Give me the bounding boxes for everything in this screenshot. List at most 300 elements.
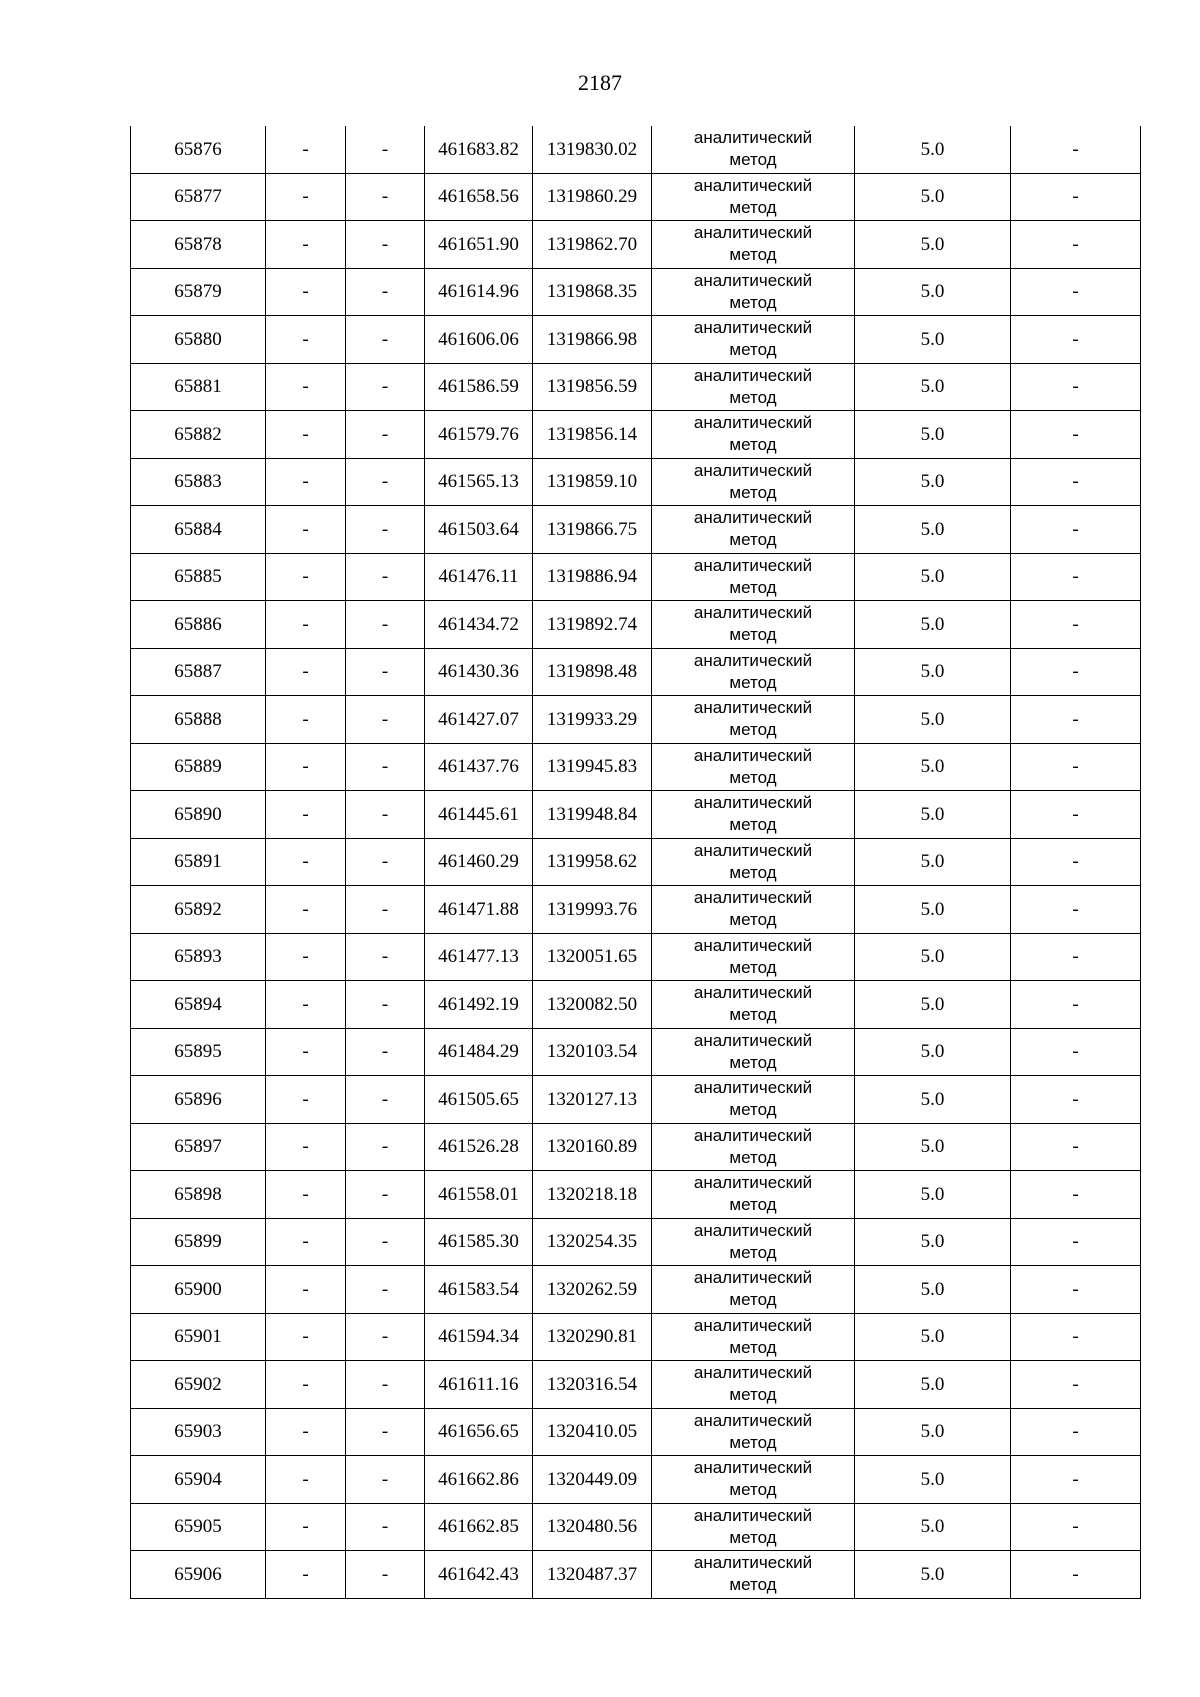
dash-cell: - bbox=[266, 933, 346, 981]
table-row bbox=[131, 696, 1141, 744]
accuracy-cell: 5.0 bbox=[855, 981, 1011, 1029]
accuracy-cell: 5.0 bbox=[855, 1408, 1011, 1456]
dash-cell: - bbox=[266, 648, 346, 696]
dash-cell: - bbox=[346, 1456, 425, 1504]
x-coordinate-cell: 461558.01 bbox=[425, 1171, 533, 1219]
point-number-cell: 65904 bbox=[131, 1456, 266, 1504]
dash-cell: - bbox=[266, 173, 346, 221]
point-number-cell: 65882 bbox=[131, 411, 266, 459]
x-coordinate-cell: 461614.96 bbox=[425, 268, 533, 316]
method-line-1: аналитический bbox=[693, 983, 813, 1003]
dash-cell: - bbox=[346, 648, 425, 696]
dash-cell: - bbox=[266, 1076, 346, 1124]
y-coordinate-cell: 1320290.81 bbox=[533, 1313, 652, 1361]
method-line-1: аналитический bbox=[693, 460, 813, 480]
method-line-2: метод bbox=[729, 1480, 777, 1500]
table-row bbox=[131, 221, 1141, 269]
method-cell bbox=[652, 648, 855, 696]
method-line-2: метод bbox=[729, 435, 777, 455]
dash-cell: - bbox=[266, 126, 346, 173]
dash-cell: - bbox=[266, 1028, 346, 1076]
x-coordinate-cell: 461656.65 bbox=[425, 1408, 533, 1456]
x-coordinate-cell: 461471.88 bbox=[425, 886, 533, 934]
dash-cell: - bbox=[346, 1551, 425, 1599]
dash-cell: - bbox=[1011, 1123, 1141, 1171]
method-line-2: метод bbox=[729, 1242, 777, 1262]
accuracy-cell: 5.0 bbox=[855, 696, 1011, 744]
accuracy-cell: 5.0 bbox=[855, 458, 1011, 506]
point-number-cell: 65885 bbox=[131, 553, 266, 601]
point-number-cell: 65890 bbox=[131, 791, 266, 839]
table-row bbox=[131, 1456, 1141, 1504]
accuracy-cell: 5.0 bbox=[855, 1076, 1011, 1124]
dash-cell: - bbox=[346, 933, 425, 981]
accuracy-cell: 5.0 bbox=[855, 838, 1011, 886]
y-coordinate-cell: 1319886.94 bbox=[533, 553, 652, 601]
method-line-1: аналитический bbox=[693, 603, 813, 623]
y-coordinate-cell: 1319862.70 bbox=[533, 221, 652, 269]
method-cell bbox=[652, 1218, 855, 1266]
point-number-cell: 65903 bbox=[131, 1408, 266, 1456]
table-row bbox=[131, 1171, 1141, 1219]
dash-cell: - bbox=[1011, 126, 1141, 173]
dash-cell: - bbox=[1011, 1313, 1141, 1361]
dash-cell: - bbox=[266, 506, 346, 554]
accuracy-cell: 5.0 bbox=[855, 1313, 1011, 1361]
method-line-2: метод bbox=[729, 387, 777, 407]
method-line-2: метод bbox=[729, 720, 777, 740]
method-line-2: метод bbox=[729, 1005, 777, 1025]
dash-cell: - bbox=[1011, 696, 1141, 744]
accuracy-cell: 5.0 bbox=[855, 933, 1011, 981]
y-coordinate-cell: 1319892.74 bbox=[533, 601, 652, 649]
y-coordinate-cell: 1320082.50 bbox=[533, 981, 652, 1029]
y-coordinate-cell: 1319860.29 bbox=[533, 173, 652, 221]
method-cell bbox=[652, 1266, 855, 1314]
point-number-cell: 65893 bbox=[131, 933, 266, 981]
method-cell bbox=[652, 1076, 855, 1124]
dash-cell: - bbox=[346, 221, 425, 269]
dash-cell: - bbox=[1011, 1028, 1141, 1076]
x-coordinate-cell: 461430.36 bbox=[425, 648, 533, 696]
y-coordinate-cell: 1319898.48 bbox=[533, 648, 652, 696]
method-line-1: аналитический bbox=[693, 318, 813, 338]
y-coordinate-cell: 1319933.29 bbox=[533, 696, 652, 744]
method-cell bbox=[652, 1503, 855, 1551]
method-line-2: метод bbox=[729, 815, 777, 835]
y-coordinate-cell: 1319856.14 bbox=[533, 411, 652, 459]
table-row bbox=[131, 1408, 1141, 1456]
method-line-1: аналитический bbox=[693, 175, 813, 195]
dash-cell: - bbox=[1011, 173, 1141, 221]
dash-cell: - bbox=[346, 981, 425, 1029]
dash-cell: - bbox=[1011, 1551, 1141, 1599]
x-coordinate-cell: 461477.13 bbox=[425, 933, 533, 981]
dash-cell: - bbox=[266, 1456, 346, 1504]
accuracy-cell: 5.0 bbox=[855, 1551, 1011, 1599]
x-coordinate-cell: 461606.06 bbox=[425, 316, 533, 364]
x-coordinate-cell: 461662.85 bbox=[425, 1503, 533, 1551]
method-line-2: метод bbox=[729, 625, 777, 645]
table-row bbox=[131, 1313, 1141, 1361]
method-line-1: аналитический bbox=[693, 1173, 813, 1193]
accuracy-cell: 5.0 bbox=[855, 1123, 1011, 1171]
point-number-cell: 65886 bbox=[131, 601, 266, 649]
y-coordinate-cell: 1320262.59 bbox=[533, 1266, 652, 1314]
method-line-2: метод bbox=[729, 1432, 777, 1452]
method-line-2: метод bbox=[729, 672, 777, 692]
table-row bbox=[131, 126, 1141, 173]
x-coordinate-cell: 461526.28 bbox=[425, 1123, 533, 1171]
method-line-1: аналитический bbox=[693, 888, 813, 908]
method-cell bbox=[652, 981, 855, 1029]
method-cell bbox=[652, 601, 855, 649]
method-line-1: аналитический bbox=[693, 650, 813, 670]
x-coordinate-cell: 461594.34 bbox=[425, 1313, 533, 1361]
y-coordinate-cell: 1320160.89 bbox=[533, 1123, 652, 1171]
method-line-1: аналитический bbox=[693, 1363, 813, 1383]
y-coordinate-cell: 1319993.76 bbox=[533, 886, 652, 934]
dash-cell: - bbox=[1011, 886, 1141, 934]
accuracy-cell: 5.0 bbox=[855, 221, 1011, 269]
x-coordinate-cell: 461651.90 bbox=[425, 221, 533, 269]
accuracy-cell: 5.0 bbox=[855, 268, 1011, 316]
y-coordinate-cell: 1319945.83 bbox=[533, 743, 652, 791]
point-number-cell: 65906 bbox=[131, 1551, 266, 1599]
dash-cell: - bbox=[1011, 1503, 1141, 1551]
x-coordinate-cell: 461460.29 bbox=[425, 838, 533, 886]
dash-cell: - bbox=[346, 458, 425, 506]
method-line-2: метод bbox=[729, 245, 777, 265]
x-coordinate-cell: 461583.54 bbox=[425, 1266, 533, 1314]
dash-cell: - bbox=[1011, 268, 1141, 316]
dash-cell: - bbox=[346, 173, 425, 221]
table-row bbox=[131, 981, 1141, 1029]
method-cell bbox=[652, 1456, 855, 1504]
point-number-cell: 65905 bbox=[131, 1503, 266, 1551]
method-line-1: аналитический bbox=[693, 1410, 813, 1430]
dash-cell: - bbox=[1011, 1361, 1141, 1409]
table-row bbox=[131, 648, 1141, 696]
dash-cell: - bbox=[266, 316, 346, 364]
method-line-1: аналитический bbox=[693, 128, 813, 148]
dash-cell: - bbox=[1011, 221, 1141, 269]
x-coordinate-cell: 461437.76 bbox=[425, 743, 533, 791]
method-cell bbox=[652, 411, 855, 459]
x-coordinate-cell: 461683.82 bbox=[425, 126, 533, 173]
table-row bbox=[131, 411, 1141, 459]
table-row bbox=[131, 1076, 1141, 1124]
method-line-1: аналитический bbox=[693, 698, 813, 718]
dash-cell: - bbox=[346, 506, 425, 554]
dash-cell: - bbox=[346, 791, 425, 839]
dash-cell: - bbox=[266, 601, 346, 649]
accuracy-cell: 5.0 bbox=[855, 553, 1011, 601]
dash-cell: - bbox=[1011, 411, 1141, 459]
dash-cell: - bbox=[266, 363, 346, 411]
accuracy-cell: 5.0 bbox=[855, 1456, 1011, 1504]
dash-cell: - bbox=[1011, 981, 1141, 1029]
method-line-1: аналитический bbox=[693, 1078, 813, 1098]
dash-cell: - bbox=[346, 886, 425, 934]
table-row bbox=[131, 1218, 1141, 1266]
point-number-cell: 65880 bbox=[131, 316, 266, 364]
x-coordinate-cell: 461662.86 bbox=[425, 1456, 533, 1504]
method-line-1: аналитический bbox=[693, 745, 813, 765]
point-number-cell: 65889 bbox=[131, 743, 266, 791]
method-line-2: метод bbox=[729, 862, 777, 882]
dash-cell: - bbox=[266, 696, 346, 744]
x-coordinate-cell: 461434.72 bbox=[425, 601, 533, 649]
point-number-cell: 65879 bbox=[131, 268, 266, 316]
method-cell bbox=[652, 743, 855, 791]
dash-cell: - bbox=[346, 411, 425, 459]
table-row bbox=[131, 458, 1141, 506]
method-line-1: аналитический bbox=[693, 365, 813, 385]
dash-cell: - bbox=[1011, 553, 1141, 601]
table-row bbox=[131, 791, 1141, 839]
x-coordinate-cell: 461565.13 bbox=[425, 458, 533, 506]
method-line-1: аналитический bbox=[693, 270, 813, 290]
table-row bbox=[131, 743, 1141, 791]
x-coordinate-cell: 461427.07 bbox=[425, 696, 533, 744]
x-coordinate-cell: 461586.59 bbox=[425, 363, 533, 411]
point-number-cell: 65894 bbox=[131, 981, 266, 1029]
dash-cell: - bbox=[1011, 838, 1141, 886]
dash-cell: - bbox=[266, 791, 346, 839]
method-line-2: метод bbox=[729, 197, 777, 217]
method-line-1: аналитический bbox=[693, 413, 813, 433]
method-line-2: метод bbox=[729, 150, 777, 170]
dash-cell: - bbox=[1011, 1408, 1141, 1456]
accuracy-cell: 5.0 bbox=[855, 173, 1011, 221]
dash-cell: - bbox=[266, 411, 346, 459]
accuracy-cell: 5.0 bbox=[855, 363, 1011, 411]
accuracy-cell: 5.0 bbox=[855, 126, 1011, 173]
method-line-1: аналитический bbox=[693, 1125, 813, 1145]
method-line-2: метод bbox=[729, 340, 777, 360]
point-number-cell: 65898 bbox=[131, 1171, 266, 1219]
dash-cell: - bbox=[346, 1408, 425, 1456]
dash-cell: - bbox=[346, 1361, 425, 1409]
table-body bbox=[131, 126, 1141, 1598]
dash-cell: - bbox=[346, 838, 425, 886]
y-coordinate-cell: 1320480.56 bbox=[533, 1503, 652, 1551]
y-coordinate-cell: 1319868.35 bbox=[533, 268, 652, 316]
table-row bbox=[131, 886, 1141, 934]
accuracy-cell: 5.0 bbox=[855, 886, 1011, 934]
dash-cell: - bbox=[346, 743, 425, 791]
point-number-cell: 65892 bbox=[131, 886, 266, 934]
method-line-1: аналитический bbox=[693, 1220, 813, 1240]
method-cell bbox=[652, 1171, 855, 1219]
method-line-1: аналитический bbox=[693, 508, 813, 528]
point-number-cell: 65877 bbox=[131, 173, 266, 221]
method-line-1: аналитический bbox=[693, 1030, 813, 1050]
table-row bbox=[131, 1028, 1141, 1076]
table-row bbox=[131, 363, 1141, 411]
y-coordinate-cell: 1320103.54 bbox=[533, 1028, 652, 1076]
y-coordinate-cell: 1319859.10 bbox=[533, 458, 652, 506]
dash-cell: - bbox=[266, 1171, 346, 1219]
y-coordinate-cell: 1319866.75 bbox=[533, 506, 652, 554]
method-cell bbox=[652, 221, 855, 269]
dash-cell: - bbox=[346, 316, 425, 364]
point-number-cell: 65897 bbox=[131, 1123, 266, 1171]
method-line-1: аналитический bbox=[693, 1458, 813, 1478]
method-cell bbox=[652, 506, 855, 554]
accuracy-cell: 5.0 bbox=[855, 1171, 1011, 1219]
point-number-cell: 65902 bbox=[131, 1361, 266, 1409]
dash-cell: - bbox=[266, 268, 346, 316]
dash-cell: - bbox=[266, 221, 346, 269]
x-coordinate-cell: 461611.16 bbox=[425, 1361, 533, 1409]
method-line-1: аналитический bbox=[693, 1505, 813, 1525]
dash-cell: - bbox=[346, 1503, 425, 1551]
method-cell bbox=[652, 458, 855, 506]
x-coordinate-cell: 461658.56 bbox=[425, 173, 533, 221]
method-cell bbox=[652, 1123, 855, 1171]
table-row bbox=[131, 1503, 1141, 1551]
method-line-1: аналитический bbox=[693, 793, 813, 813]
method-cell bbox=[652, 173, 855, 221]
dash-cell: - bbox=[346, 1313, 425, 1361]
method-cell bbox=[652, 126, 855, 173]
method-cell bbox=[652, 1408, 855, 1456]
point-number-cell: 65888 bbox=[131, 696, 266, 744]
dash-cell: - bbox=[266, 1551, 346, 1599]
y-coordinate-cell: 1319866.98 bbox=[533, 316, 652, 364]
method-line-2: метод bbox=[729, 577, 777, 597]
method-line-2: метод bbox=[729, 1147, 777, 1167]
y-coordinate-cell: 1320051.65 bbox=[533, 933, 652, 981]
y-coordinate-cell: 1319958.62 bbox=[533, 838, 652, 886]
dash-cell: - bbox=[1011, 1218, 1141, 1266]
dash-cell: - bbox=[266, 1123, 346, 1171]
dash-cell: - bbox=[1011, 506, 1141, 554]
point-number-cell: 65901 bbox=[131, 1313, 266, 1361]
point-number-cell: 65876 bbox=[131, 126, 266, 173]
table-row bbox=[131, 316, 1141, 364]
x-coordinate-cell: 461503.64 bbox=[425, 506, 533, 554]
y-coordinate-cell: 1320487.37 bbox=[533, 1551, 652, 1599]
page-number: 2187 bbox=[578, 70, 622, 95]
table-row bbox=[131, 173, 1141, 221]
dash-cell: - bbox=[1011, 1266, 1141, 1314]
dash-cell: - bbox=[1011, 1456, 1141, 1504]
method-line-2: метод bbox=[729, 1195, 777, 1215]
method-line-2: метод bbox=[729, 1290, 777, 1310]
method-line-2: метод bbox=[729, 1052, 777, 1072]
dash-cell: - bbox=[266, 838, 346, 886]
accuracy-cell: 5.0 bbox=[855, 601, 1011, 649]
dash-cell: - bbox=[1011, 1076, 1141, 1124]
y-coordinate-cell: 1320218.18 bbox=[533, 1171, 652, 1219]
dash-cell: - bbox=[1011, 791, 1141, 839]
method-line-1: аналитический bbox=[693, 935, 813, 955]
method-cell bbox=[652, 791, 855, 839]
x-coordinate-cell: 461445.61 bbox=[425, 791, 533, 839]
method-line-1: аналитический bbox=[693, 223, 813, 243]
x-coordinate-cell: 461484.29 bbox=[425, 1028, 533, 1076]
dash-cell: - bbox=[1011, 458, 1141, 506]
point-number-cell: 65896 bbox=[131, 1076, 266, 1124]
y-coordinate-cell: 1319856.59 bbox=[533, 363, 652, 411]
x-coordinate-cell: 461642.43 bbox=[425, 1551, 533, 1599]
dash-cell: - bbox=[266, 1408, 346, 1456]
accuracy-cell: 5.0 bbox=[855, 1028, 1011, 1076]
dash-cell: - bbox=[266, 1361, 346, 1409]
method-line-2: метод bbox=[729, 292, 777, 312]
dash-cell: - bbox=[1011, 933, 1141, 981]
dash-cell: - bbox=[346, 1218, 425, 1266]
table-row bbox=[131, 838, 1141, 886]
accuracy-cell: 5.0 bbox=[855, 743, 1011, 791]
accuracy-cell: 5.0 bbox=[855, 1218, 1011, 1266]
dash-cell: - bbox=[266, 1503, 346, 1551]
point-number-cell: 65881 bbox=[131, 363, 266, 411]
point-number-cell: 65883 bbox=[131, 458, 266, 506]
accuracy-cell: 5.0 bbox=[855, 791, 1011, 839]
dash-cell: - bbox=[266, 743, 346, 791]
accuracy-cell: 5.0 bbox=[855, 316, 1011, 364]
dash-cell: - bbox=[1011, 648, 1141, 696]
table-row bbox=[131, 1551, 1141, 1599]
y-coordinate-cell: 1320316.54 bbox=[533, 1361, 652, 1409]
x-coordinate-cell: 461585.30 bbox=[425, 1218, 533, 1266]
x-coordinate-cell: 461476.11 bbox=[425, 553, 533, 601]
x-coordinate-cell: 461505.65 bbox=[425, 1076, 533, 1124]
dash-cell: - bbox=[1011, 601, 1141, 649]
method-cell bbox=[652, 838, 855, 886]
method-line-2: метод bbox=[729, 1385, 777, 1405]
dash-cell: - bbox=[346, 126, 425, 173]
dash-cell: - bbox=[346, 553, 425, 601]
table-row bbox=[131, 601, 1141, 649]
dash-cell: - bbox=[346, 363, 425, 411]
method-cell bbox=[652, 1361, 855, 1409]
method-cell bbox=[652, 886, 855, 934]
x-coordinate-cell: 461579.76 bbox=[425, 411, 533, 459]
method-line-1: аналитический bbox=[693, 1553, 813, 1573]
dash-cell: - bbox=[346, 1076, 425, 1124]
dash-cell: - bbox=[346, 1266, 425, 1314]
dash-cell: - bbox=[266, 553, 346, 601]
accuracy-cell: 5.0 bbox=[855, 411, 1011, 459]
dash-cell: - bbox=[1011, 316, 1141, 364]
dash-cell: - bbox=[1011, 1171, 1141, 1219]
dash-cell: - bbox=[266, 981, 346, 1029]
method-line-2: метод bbox=[729, 1100, 777, 1120]
dash-cell: - bbox=[266, 458, 346, 506]
table-row bbox=[131, 1361, 1141, 1409]
method-cell bbox=[652, 1551, 855, 1599]
dash-cell: - bbox=[346, 601, 425, 649]
dash-cell: - bbox=[346, 696, 425, 744]
point-number-cell: 65899 bbox=[131, 1218, 266, 1266]
dash-cell: - bbox=[346, 268, 425, 316]
accuracy-cell: 5.0 bbox=[855, 648, 1011, 696]
dash-cell: - bbox=[1011, 743, 1141, 791]
accuracy-cell: 5.0 bbox=[855, 1361, 1011, 1409]
y-coordinate-cell: 1320449.09 bbox=[533, 1456, 652, 1504]
dash-cell: - bbox=[266, 1266, 346, 1314]
method-line-2: метод bbox=[729, 482, 777, 502]
table-row bbox=[131, 553, 1141, 601]
dash-cell: - bbox=[1011, 363, 1141, 411]
dash-cell: - bbox=[346, 1028, 425, 1076]
point-number-cell: 65891 bbox=[131, 838, 266, 886]
